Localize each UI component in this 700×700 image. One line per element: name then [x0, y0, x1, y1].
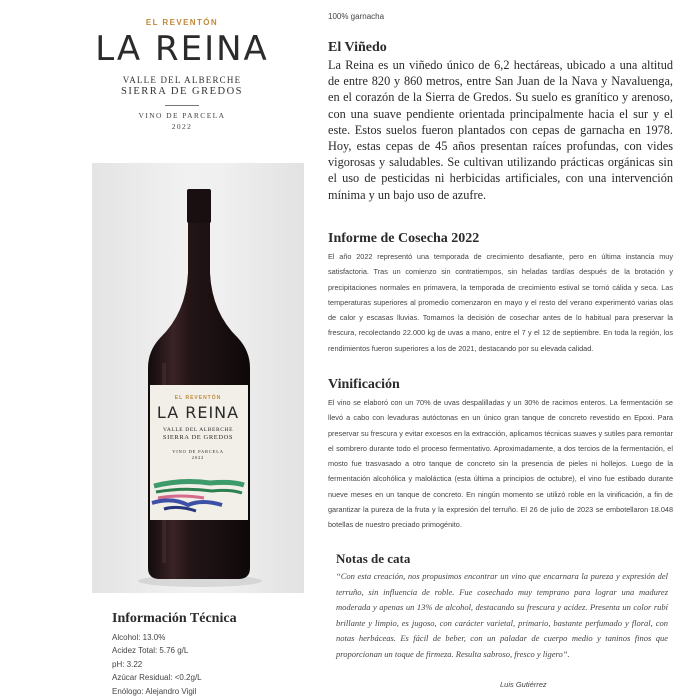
bottle-label-region-2: SIERRA DE GREDOS	[162, 434, 234, 441]
tech-residual-sugar: Azúcar Residual: <0.2g/L	[112, 673, 202, 683]
bottle-label-name: LA REINA	[156, 403, 240, 422]
notas-title: Notas de cata	[336, 551, 411, 566]
notes-author: Luis Gutiérrez	[500, 680, 547, 689]
vintage-year: 2022	[171, 122, 193, 131]
region-line-1: VALLE DEL ALBERCHE	[122, 75, 242, 85]
divider	[165, 105, 199, 106]
bottle-label-year: 2022	[191, 455, 205, 460]
region-line-2: SIERRA DE GREDOS	[120, 86, 243, 97]
tech-acidity: Acidez Total: 5.76 g/L	[112, 646, 189, 656]
tech-alcohol: Alcohol: 13.0%	[112, 633, 166, 642]
vinedo-text: La Reina es un viñedo único de 6,2 hectáreas, ubicado a una altitud de entre 820 y 860 metros, entre San Juan de la Nava y Navaluenga, en el corazón de la Sierra de Gredos. Su suelo es granítico y arenoso, con una suave pendiente orientada principalmente hacia el sur y el este. Estos suelos fueron plantados con cepas de garnacha en 1978. Hoy, estas cepas de 45 años presentan raíces profundas, con vides vigorosas y saludables. Se cultivan utilizando prácticas orgánicas sin el uso de pesticidas ni herbicidas artificiales, con una intervención mínima y un bajo uso de azufre.	[328, 58, 673, 202]
tech-ph: pH: 3.22	[112, 659, 143, 669]
bottle-photo	[92, 163, 304, 593]
informe-title: Informe de Cosecha 2022	[328, 231, 480, 246]
informe-text: El año 2022 representó una temporada de crecimiento desafiante, pero en última instancia muy satisfactoria. Tras un comienzo sin contratiempos, sin heladas tardías después de la brotación y precipitaciones normales en primavera, la temporada de crecimiento estival se tornó cálida y seca. Las temperaturas superiores al promedio comenzaron en mayo y el resto del verano experimentó varias olas de calor y escasas lluvias. Tomamos la decisión de cosechar antes de lo habitual para preservar la frescura, recolectando 22.000 kg de uvas a mano, entre el 7 y el 12 de septiembre. En toda la región, los rendimientos fueron superiores a los de 2021, destacando por su elevada calidad.	[328, 252, 673, 353]
wine-name: LA REINA	[95, 29, 269, 69]
bottle-illustration	[92, 163, 304, 593]
vinedo-title: El Viñedo	[328, 40, 387, 55]
tasting-notes	[336, 551, 668, 663]
bottle-label-region-1: VALLE DEL ALBERCHE	[162, 427, 234, 433]
varietal-text: 100% garnacha	[328, 12, 385, 21]
vinificacion-title: Vinificación	[328, 377, 400, 392]
tech-winemaker: Enólogo: Alejandro Vigil	[112, 686, 197, 696]
brand-block	[92, 18, 272, 131]
producer-name: EL REVENTÓN	[145, 18, 219, 27]
tech-title: Información Técnica	[112, 611, 237, 626]
technical-info	[112, 611, 312, 698]
bottle-label-producer: EL REVENTÓN	[174, 395, 222, 401]
notas-text: “Con esta creación, nos propusimos encontrar un vino que encarnara la pureza y expresión del terruño, sin influencia de roble. Fue cosechado muy temprano para lograr una madurez moderada y apenas un 13% de alcohol, destacando su frescura y acidez. Presenta un color rubí brillante y limpio, es jugoso, con carácter varietal, primario, bastante perfumado y floral, con notas herbáceas. Es fácil de beber, con un paladar de cuerpo medio y taninos finos que proporcionan un toque de firmeza. Resulta sabroso, fresco y ligero”.	[336, 571, 668, 659]
vinificacion-text: El vino se elaboró con un 70% de uvas despalilladas y un 30% de racimos enteros. La fermentación se llevó a cabo con levaduras autóctonas en un único gran tanque de concreto revestido en Epoxi. Para preservar su frescura y evitar excesos en la extracción, aplicamos técnicas suaves y sutiles para remontar el sombrero durante todo el proceso fermentativo. Aproximadamente, a dos tercios de la fermentación, el mosto fue trasvasado a otro tanque de concreto sin la presencia de pieles ni hollejos. Luego de la fermentación alcohólica y maloláctica (esta última a principios de octubre), el vino fue estibado durante nueve meses en un tanque de concreto. En ningún momento se utilizó roble en la vinificación, a fin de garantizar la pureza de la fruta y la expresión del terruño. El 26 de julio de 2023 se embotellaron 18.048 botellas de nuestro preciado primogénito.	[328, 398, 673, 530]
bottle-label-parcel: VINO DE PARCELA	[172, 449, 224, 454]
parcel-label: VINO DE PARCELA	[138, 111, 226, 120]
